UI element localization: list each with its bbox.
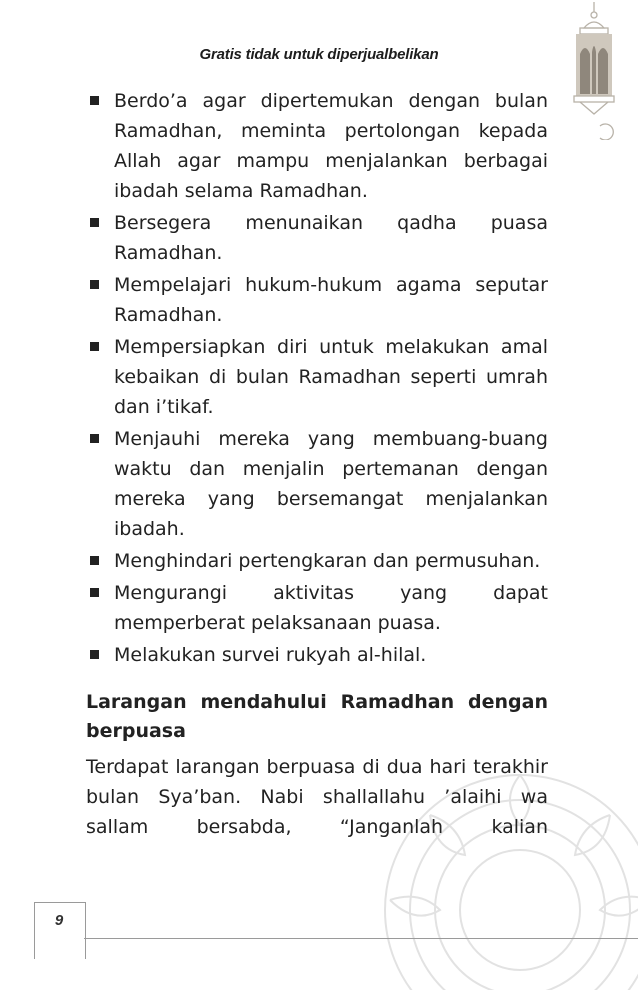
page-number: 9 [54,912,64,929]
list-item: Berdo’a agar dipertemukan dengan bulan Ramadhan, meminta pertolongan kepada Allah agar mampu menjalankan berbagai ibadah selama Ramadhan. [86,86,548,206]
list-item: Mempersiapkan diri untuk melakukan amal kebaikan di bulan Ramadhan seperti umrah dan i’tikaf. [86,332,548,422]
lantern-icon [570,2,618,140]
footer-rule [84,938,638,939]
list-item: Menghindari pertengkaran dan permusuhan. [86,546,548,576]
list-item: Menjauhi mereka yang membuang-buang waktu dan menjalin pertemanan dengan mereka yang bersemangat menjalankan ibadah. [86,424,548,544]
section-heading-line: berpuasa [86,720,186,742]
bullet-list [86,86,548,670]
page-content [86,86,548,842]
list-item: Mempelajari hukum-hukum agama seputar Ramadhan. [86,270,548,330]
body-paragraph: Terdapat larangan berpuasa di dua hari terakhir bulan Sya’ban. Nabi shallallahu ’alaihi wa sallam bersabda, “Janganlah kalian [86,756,548,838]
page-header: Gratis tidak untuk diperjualbelikan [199,46,439,63]
section-heading [86,688,548,746]
list-item: Melakukan survei rukyah al-hilal. [86,640,548,670]
section-heading-line: Larangan mendahului Ramadhan dengan [86,691,548,713]
list-item: Bersegera menunaikan qadha puasa Ramadhan. [86,208,548,268]
page-number-box [34,902,86,959]
list-item: Mengurangi aktivitas yang dapat memperberat pelaksanaan puasa. [86,578,548,638]
